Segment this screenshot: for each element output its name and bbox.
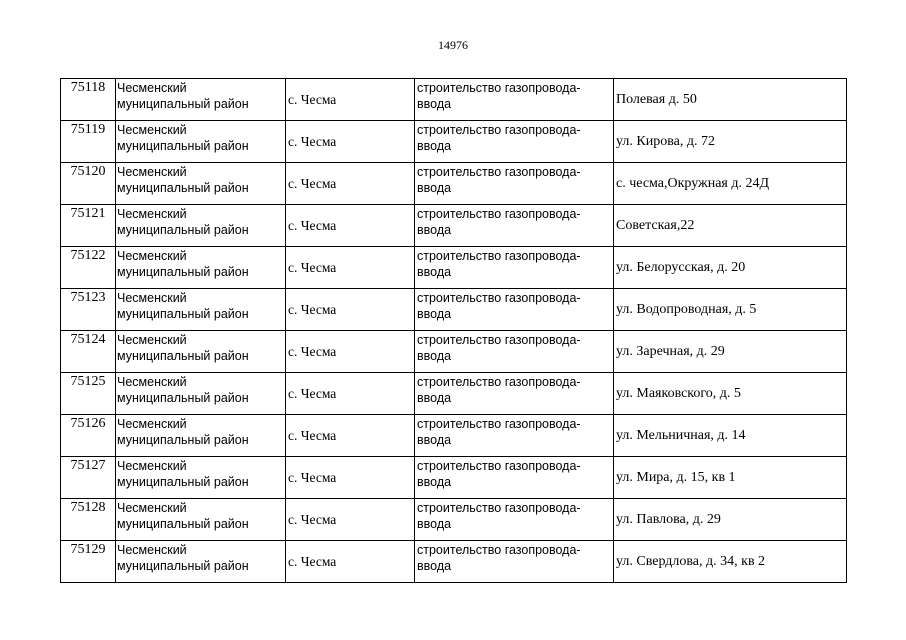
record-id: 75118	[70, 80, 106, 95]
work-type-line1: строительство газопровода-	[417, 207, 581, 221]
district-name-line1: Чесменский	[117, 375, 187, 389]
address-cell	[614, 205, 847, 247]
district-cell	[116, 121, 286, 163]
district-name-line2: муниципальный район	[117, 180, 249, 195]
record-id: 75124	[70, 332, 106, 347]
district-cell	[116, 541, 286, 583]
settlement-cell	[286, 205, 415, 247]
settlement-cell	[286, 373, 415, 415]
district-name-line2: муниципальный район	[117, 222, 249, 237]
district-name-line2: муниципальный район	[117, 390, 249, 405]
district-name-line2: муниципальный район	[117, 558, 249, 573]
record-id-cell	[61, 457, 116, 499]
settlement-name: с. Чесма	[288, 91, 337, 107]
work-type-line1: строительство газопровода-	[417, 249, 581, 263]
district-cell	[116, 205, 286, 247]
settlement-cell	[286, 247, 415, 289]
records-table-body	[61, 79, 847, 583]
address-text: ул. Водопроводная, д. 5	[616, 301, 757, 317]
settlement-cell	[286, 79, 415, 121]
address-text: ул. Заречная, д. 29	[616, 343, 725, 359]
work-type-line1: строительство газопровода-	[417, 291, 581, 305]
address-text: ул. Кирова, д. 72	[616, 133, 715, 149]
record-id-cell	[61, 247, 116, 289]
work-type-cell	[415, 541, 614, 583]
address-cell	[614, 331, 847, 373]
settlement-name: с. Чесма	[288, 553, 337, 569]
table-row	[61, 247, 847, 289]
district-name-line1: Чесменский	[117, 123, 187, 137]
work-type-line2: ввода	[417, 222, 452, 237]
address-text: ул. Свердлова, д. 34, кв 2	[616, 553, 766, 569]
record-id-cell	[61, 289, 116, 331]
address-cell	[614, 373, 847, 415]
work-type-cell	[415, 457, 614, 499]
district-name-line1: Чесменский	[117, 249, 187, 263]
record-id: 75122	[70, 248, 106, 263]
settlement-name: с. Чесма	[288, 259, 337, 275]
records-table	[60, 78, 847, 583]
district-name-line1: Чесменский	[117, 165, 187, 179]
record-id: 75125	[70, 374, 106, 389]
address-text: ул. Маяковского, д. 5	[616, 385, 741, 401]
district-name-line2: муниципальный район	[117, 432, 249, 447]
district-cell	[116, 79, 286, 121]
address-text: Советская,22	[616, 217, 695, 233]
settlement-cell	[286, 163, 415, 205]
record-id: 75129	[70, 542, 106, 557]
work-type-line2: ввода	[417, 96, 452, 111]
district-name-line1: Чесменский	[117, 543, 187, 557]
work-type-line1: строительство газопровода-	[417, 417, 581, 431]
address-cell	[614, 79, 847, 121]
settlement-cell	[286, 541, 415, 583]
page-number: 14976	[438, 38, 468, 52]
work-type-line1: строительство газопровода-	[417, 375, 581, 389]
work-type-cell	[415, 205, 614, 247]
record-id: 75127	[70, 458, 106, 473]
settlement-name: с. Чесма	[288, 427, 337, 443]
address-cell	[614, 499, 847, 541]
work-type-cell	[415, 373, 614, 415]
work-type-line1: строительство газопровода-	[417, 81, 581, 95]
work-type-line2: ввода	[417, 306, 452, 321]
settlement-name: с. Чесма	[288, 133, 337, 149]
district-name-line2: муниципальный район	[117, 474, 249, 489]
work-type-line2: ввода	[417, 390, 452, 405]
address-cell	[614, 247, 847, 289]
settlement-name: с. Чесма	[288, 469, 337, 485]
address-cell	[614, 163, 847, 205]
district-name-line1: Чесменский	[117, 291, 187, 305]
district-name-line2: муниципальный район	[117, 138, 249, 153]
work-type-cell	[415, 499, 614, 541]
record-id: 75119	[70, 122, 106, 137]
work-type-line2: ввода	[417, 348, 452, 363]
settlement-cell	[286, 289, 415, 331]
district-name-line1: Чесменский	[117, 333, 187, 347]
record-id: 75120	[70, 164, 106, 179]
work-type-cell	[415, 163, 614, 205]
district-name-line1: Чесменский	[117, 81, 187, 95]
district-cell	[116, 331, 286, 373]
settlement-cell	[286, 457, 415, 499]
work-type-line1: строительство газопровода-	[417, 123, 581, 137]
work-type-line2: ввода	[417, 432, 452, 447]
settlement-cell	[286, 331, 415, 373]
address-text: ул. Белорусская, д. 20	[616, 259, 746, 275]
record-id: 75128	[70, 500, 106, 515]
work-type-line1: строительство газопровода-	[417, 165, 581, 179]
record-id-cell	[61, 373, 116, 415]
address-cell	[614, 289, 847, 331]
table-row	[61, 331, 847, 373]
record-id-cell	[61, 163, 116, 205]
address-text: с. чесма,Окружная д. 24Д	[616, 175, 770, 191]
settlement-name: с. Чесма	[288, 511, 337, 527]
settlement-cell	[286, 121, 415, 163]
record-id-cell	[61, 79, 116, 121]
settlement-name: с. Чесма	[288, 385, 337, 401]
address-cell	[614, 121, 847, 163]
record-id-cell	[61, 205, 116, 247]
district-name-line2: муниципальный район	[117, 96, 249, 111]
district-cell	[116, 415, 286, 457]
district-name-line1: Чесменский	[117, 501, 187, 515]
table-row	[61, 541, 847, 583]
work-type-line1: строительство газопровода-	[417, 543, 581, 557]
table-row	[61, 79, 847, 121]
work-type-line1: строительство газопровода-	[417, 501, 581, 515]
table-row	[61, 205, 847, 247]
work-type-cell	[415, 79, 614, 121]
district-name-line2: муниципальный район	[117, 516, 249, 531]
work-type-line1: строительство газопровода-	[417, 459, 581, 473]
work-type-cell	[415, 289, 614, 331]
district-cell	[116, 373, 286, 415]
address-text: ул. Мира, д. 15, кв 1	[616, 469, 736, 485]
record-id-cell	[61, 331, 116, 373]
address-cell	[614, 541, 847, 583]
district-cell	[116, 457, 286, 499]
record-id: 75121	[70, 206, 106, 221]
district-name-line1: Чесменский	[117, 459, 187, 473]
work-type-line2: ввода	[417, 264, 452, 279]
district-name-line2: муниципальный район	[117, 264, 249, 279]
district-cell	[116, 289, 286, 331]
district-name-line2: муниципальный район	[117, 348, 249, 363]
settlement-name: с. Чесма	[288, 175, 337, 191]
settlement-name: с. Чесма	[288, 343, 337, 359]
district-cell	[116, 247, 286, 289]
work-type-line2: ввода	[417, 138, 452, 153]
settlement-cell	[286, 415, 415, 457]
record-id-cell	[61, 541, 116, 583]
district-name-line1: Чесменский	[117, 417, 187, 431]
address-cell	[614, 457, 847, 499]
work-type-cell	[415, 247, 614, 289]
work-type-line2: ввода	[417, 516, 452, 531]
address-text: ул. Мельничная, д. 14	[616, 427, 746, 443]
settlement-name: с. Чесма	[288, 301, 337, 317]
table-row	[61, 373, 847, 415]
table-row	[61, 121, 847, 163]
table-row	[61, 457, 847, 499]
district-cell	[116, 499, 286, 541]
district-name-line2: муниципальный район	[117, 306, 249, 321]
district-name-line1: Чесменский	[117, 207, 187, 221]
work-type-line2: ввода	[417, 558, 452, 573]
record-id-cell	[61, 121, 116, 163]
address-text: Полевая д. 50	[616, 91, 697, 107]
work-type-line2: ввода	[417, 474, 452, 489]
table-row	[61, 499, 847, 541]
district-cell	[116, 163, 286, 205]
work-type-cell	[415, 121, 614, 163]
work-type-cell	[415, 331, 614, 373]
address-text: ул. Павлова, д. 29	[616, 511, 721, 527]
work-type-cell	[415, 415, 614, 457]
table-row	[61, 415, 847, 457]
work-type-line1: строительство газопровода-	[417, 333, 581, 347]
settlement-name: с. Чесма	[288, 217, 337, 233]
table-row	[61, 163, 847, 205]
table-row	[61, 289, 847, 331]
record-id-cell	[61, 499, 116, 541]
work-type-line2: ввода	[417, 180, 452, 195]
settlement-cell	[286, 499, 415, 541]
record-id-cell	[61, 415, 116, 457]
address-cell	[614, 415, 847, 457]
record-id: 75126	[70, 416, 106, 431]
record-id: 75123	[70, 290, 106, 305]
